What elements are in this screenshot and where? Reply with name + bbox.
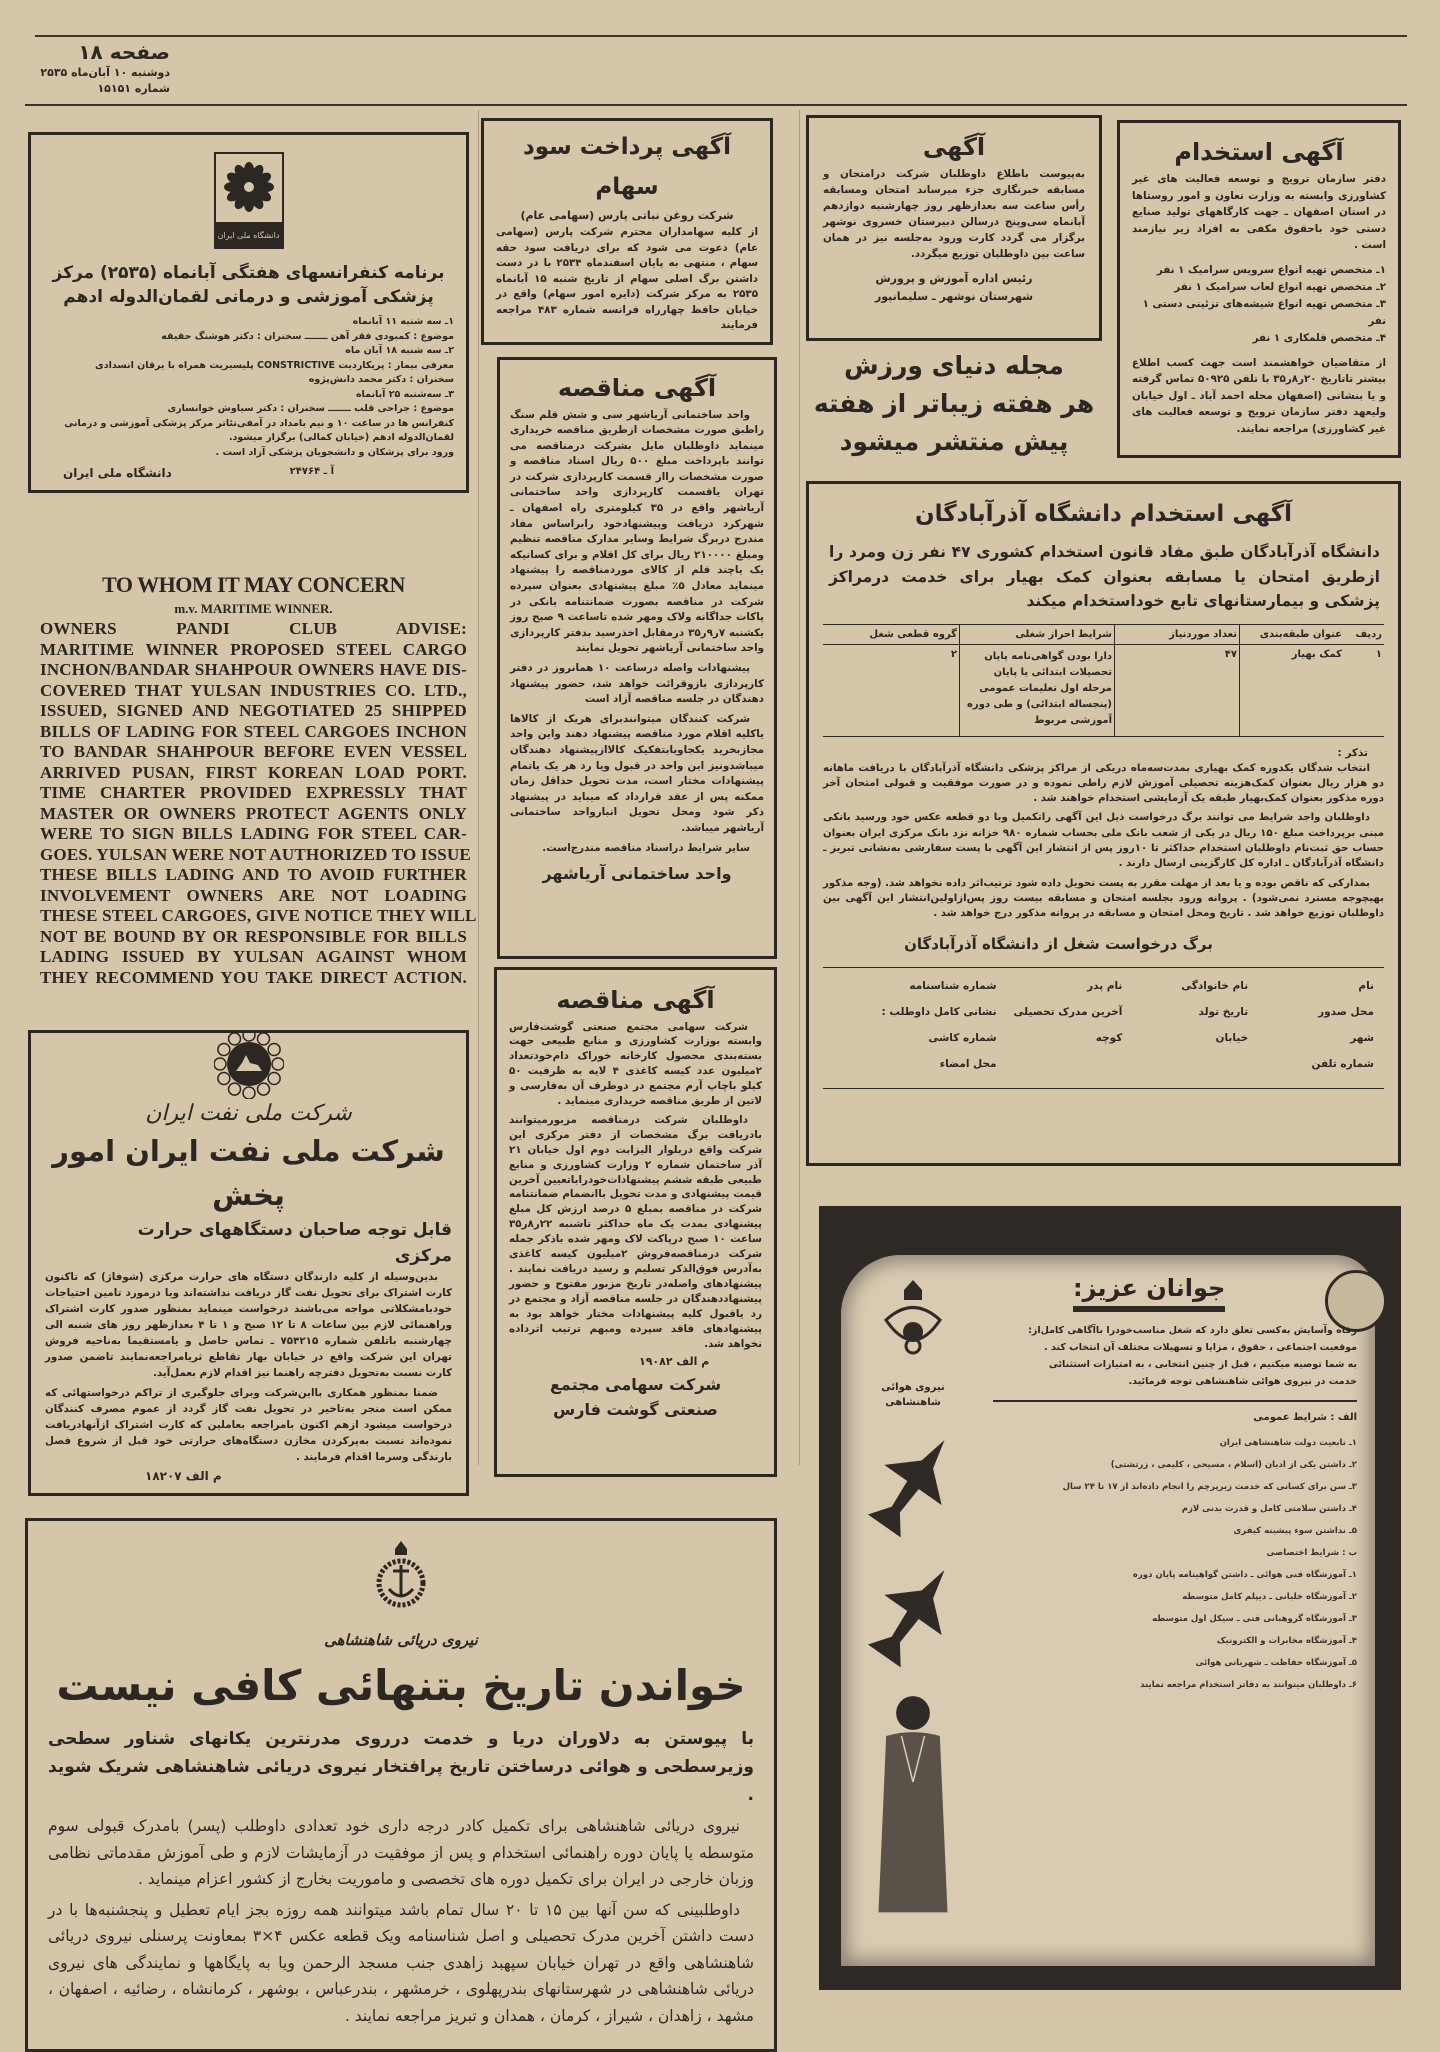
- azarabadegan-university-ad: [806, 481, 1401, 1166]
- employment-footer: از متقاضیان خواهشمند است جهت کسب اطلاع بیشتر تاتاریخ ۲۰ر۸ر۳۵ با تلفن ۵۰۹۲۵ تماس گرفته و یا بنشانی (اصفهان محله احمد آباد ـ اول خیابان ولیعهد دفتر سازمان ترویج و توسعه فعالیت های غیر کشاورزی) مراجعه نمایند.: [1132, 356, 1386, 435]
- text-line: THESE BILLS LADING AND TO AVOID FURTHER: [40, 865, 467, 884]
- pilot-figure-icon: [863, 1690, 963, 1920]
- ring-bead: [257, 1083, 269, 1095]
- column-1: [25, 118, 477, 1496]
- column-divider: [799, 110, 800, 1465]
- form-field-label: شماره تلفن: [1311, 1058, 1374, 1071]
- conference-signature: دانشگاه ملی ایران: [63, 466, 172, 480]
- text-line: ۳ـ سه‌شنبه ۲۵ آبانماه: [355, 388, 454, 400]
- text-line: موقعیت اجتماعی ، حقوق ، مزایا و تسهیلات مختلف آن انتخاب کند .: [1044, 1342, 1357, 1353]
- form-field-label: نام خانوادگی: [1181, 980, 1249, 993]
- text-line: LADING ISSUED BY YULSAN AGAINST WHOM: [40, 947, 467, 966]
- form-field-label: شماره کاشی: [928, 1032, 997, 1045]
- table-header-row: [823, 624, 1384, 644]
- col-count: تعداد موردنیاز: [1115, 624, 1240, 644]
- conference-code: آ ـ ۲۴۷۶۴: [289, 466, 334, 477]
- text-line: ورود برای پزشکان و دانشجویان پزشکی آزاد است .: [215, 446, 454, 458]
- text-line: ۱ـ متخصص تهیه انواع سرویس سرامیک ۱ نفر: [1156, 263, 1386, 276]
- col-requirements: شرایط احراز شغلی: [960, 624, 1115, 644]
- ring-bead: [217, 1044, 229, 1056]
- text-line: MASTER OR OWNERS PROTECT AGENTS ONLY: [40, 803, 467, 823]
- text-line: ۲ـ متخصص تهیه انواع لعاب سرامیک ۱ نفر: [1174, 280, 1386, 293]
- text-line: ۲ـ آموزشگاه خلبانی ـ دیپلم کامل متوسطه: [1182, 1592, 1357, 1602]
- left-region: [25, 118, 777, 2052]
- issue-number: شماره ۱۵۱۵۱: [97, 82, 170, 95]
- dividend-company: شرکت روغن نباتی پارس (سهامی عام): [520, 209, 734, 222]
- jet-icon: [853, 1550, 973, 1680]
- table-row: [823, 644, 1384, 736]
- column-4: [1117, 115, 1401, 458]
- page-number: صفحه ۱۸: [78, 40, 170, 64]
- text-line: ۲ـ داشتن یکی از ادیان (اسلام ، مسیحی ، کلیمی ، زرتشتی): [1110, 1460, 1357, 1470]
- paragraph: شرکت سهامی مجتمع صنعتی گوشت‌فارس وابسته بوزارت کشاورزی و منابع طبیعی جهت بسته‌بندی محصول کارخانه خوراک دام‌خودتعداد ۲میلیون عدد کیسه کاغذی ۴ لایه به ظرفیت ۵۰ کیلو باچاپ آرم مجتمع در دوطرف آن به‌فارسی و لاتین از طریق مناقصه خریداری مینماید .: [509, 1020, 762, 1108]
- logo-caption: دانشگاه ملی ایران: [216, 222, 282, 249]
- tender-body: [509, 1020, 762, 1352]
- text-line: ۳ـ آموزشگاه گروهبانی فنی ـ سیکل اول متوسطه: [1152, 1614, 1357, 1624]
- magazine-promo: [806, 347, 1102, 461]
- col-row-number: ردیف: [1355, 628, 1382, 640]
- employment-intro: دفتر سازمان ترویج و توسعه فعالیت های غیر کشاورزی وابسته به وزارت تعاون و امور روستاها در استان اصفهان ـ جهت کارگاههای تولید صنایع دستی خود باحقوق مکفی به افراد زیر نیازمند است .: [1132, 173, 1386, 251]
- text-line: ۱ـ آموزشگاه فنی هوائی ـ داشتن گواهینامه پایان دوره: [1132, 1570, 1357, 1580]
- oil-title: شرکت ملی نفت ایران امور پخش: [52, 1134, 445, 1212]
- ring-bead: [243, 1033, 255, 1041]
- text-line: ۱ـ تابعیت دولت شاهنشاهی ایران: [1219, 1438, 1357, 1448]
- air-force-section: الف : شرایط عمومی: [993, 1400, 1357, 1426]
- text-line: ۴ـ داشتن سلامتی کامل و قدرت بدنی لازم: [1181, 1504, 1357, 1514]
- cell-group: ۲: [823, 644, 960, 736]
- navy-emblem-caption: نیروی دریائی شاهنشاهی: [324, 1631, 478, 1649]
- form-field-label: [1122, 1058, 1248, 1072]
- form-field-label: شهر: [1350, 1032, 1374, 1045]
- paragraph: سایر شرایط دراسناد مناقصه مندرج‌است.: [542, 841, 750, 854]
- conference-ad: [28, 132, 469, 493]
- jet-icon: [853, 1420, 973, 1550]
- text-line: THEY RECOMMEND YOU TAKE DIRECT ACTION.: [40, 967, 467, 987]
- text-line: ب : شرایط اختصاصی: [1266, 1548, 1357, 1558]
- text-line: WERE TO SIGN BILLS LADING FOR STEEL CAR-: [40, 824, 467, 843]
- text-line: موضوع : جراحی قلب ـــــــ سخنران : دکتر سیاوش خوانساری: [167, 403, 454, 414]
- tender-signature: واحد ساختمانی آریاشهر: [542, 864, 732, 884]
- text-line: کنفرانس ها در ساعت ۱۰ و نیم بامداد در آمفی‌تئاتر مرکز پزشکی آموزشی و درمانی لقمان‌الدوله ادهم (خیابان کمالی) برگزار میشود.: [64, 417, 454, 443]
- right-region: [806, 115, 1401, 1990]
- exam-notice-body: به‌پیوست باطلاع داوطلبان شرکت درامتحان و مسابقه خبرنگاری جزء میرساند امتحان ومسابقه رأس ساعت سه بعدازظهر روز چهارشنبه دوازدهم آبانماه سی‌وپنج درسالن دبیرستان خسروی نوشهر برگزار می گردد کارت ورود به‌جلسه نیز در همان ساعت بین داوطلبان توزیع میگردد.: [823, 168, 1085, 260]
- paragraph: انتخاب شدگان یکدوره کمک بهیاری بمدت‌سه‌ماه دریکی از مراکز پزشکی دانشگاه آذرآبادگان با دریافت ماهانه دو هزار ریال بعنوان کمک‌هزینه تحصیلی آموزش لازم راطی نموده و در صورت موفقیت و قبولی امتحان آخر دوره مذکور بعنوان کمک‌بهیار طبقه یک آزمایشی استخدام خواهند شد .: [823, 762, 1384, 805]
- form-field-label: شماره شناسنامه: [909, 980, 997, 993]
- form-field-label: نام: [1358, 980, 1374, 993]
- page-header: [30, 40, 170, 97]
- paragraph: ضمنا بمنظور همکاری بااین‌شرکت وبرای جلوگیری از تراکم درخواستهائی که ممکن است منجر به‌تاخیر در تحویل نفت گاز گردد از عموم مصرف کنندگان درخواست میشود ازهم اکنون بامراجعه بعاملین که کارت اشتراک ازآنهادریافت نموده‌اند نسبت به‌پرکردن مخازن دستگاه‌های حرارتی خود قبل از شروع فصل بارندگی وسرما اقدام فرمایند .: [45, 1387, 452, 1463]
- tender-body: [510, 408, 764, 857]
- application-form: [823, 967, 1384, 1089]
- text-line: TIME CHARTER PROVIDED EXPRESSLY THAT: [40, 783, 467, 802]
- text-line: ۱ـ سه شنبه ۱۱ آبانماه: [352, 316, 454, 327]
- air-force-emblem-icon: [882, 1280, 944, 1370]
- text-line: معرفی بیمار : پریکاردیت CONSTRICTIVE پلیسیریت همراه با یرقان انسدادی: [95, 359, 454, 371]
- air-force-left-art: [853, 1280, 973, 1920]
- header-rule: [25, 104, 1407, 106]
- text-line: ۲ـ سه شنبه ۱۸ آبان ماه: [345, 345, 454, 356]
- oil-subtitle: قابل توجه صاحبان دستگاههای حرارت مرکزی: [137, 1220, 452, 1266]
- paragraph: شرکت کنندگان میتوانندبرای هریک از کالاها یاکلیه اقلام مورد مناقصه پیشنهاد دهند واین واحد مجازبخرید یکجاویابتفکیک کالاازپیشنهاد دهندگان میباشدونیز این واحد در قبول ویا رد هر یک یاتمام پیشنهادات مختار است، مدت تحویل حداقل زمان ممکنه پس از عقد قرارداد که میباید در پیشنهاد ذکر شود ومحل تحویل انبارواحد ساختمانی آریاشهر میباشد.: [510, 712, 764, 834]
- maritime-notice: [28, 571, 477, 988]
- employment-ad-isfahan: [1117, 120, 1401, 458]
- issue-date: دوشنبه ۱۰ آبان‌ماه ۲۵۳۵: [40, 66, 170, 79]
- cell-classification: کمک بهیار: [1291, 648, 1342, 660]
- form-field-label: نام پدر: [1087, 980, 1123, 993]
- air-force-intro: [993, 1322, 1357, 1390]
- university-title: آگهی استخدام دانشگاه آذرآبادگان: [914, 501, 1293, 527]
- navy-emblem-icon: [375, 1539, 427, 1611]
- left-columns: [25, 118, 777, 1496]
- text-line: BILLS OF LADING FOR STEEL CARGOES INCHON: [40, 721, 467, 741]
- ring-bead: [243, 1087, 255, 1099]
- form-field-label: [997, 1058, 1123, 1072]
- dividend-body: از کلیه سهامداران محترم شرکت پارس (سهامی عام) دعوت می شود که برای دریافت سود حقه سهام ، منتهی به پایان اسفندماه ۲۵۳۴ با در دست داشتن برگ اصلی سهام از تاریخ شنبه ۱۵ آبانماه ۲۵۳۵ به مرکز شرکت (دایره امور سهام) واقع در خیابان حافظ چهارراه فرانسه شماره ۴۸۳ مراجعه فرمایند: [496, 226, 759, 331]
- ring-bead: [217, 1073, 229, 1085]
- text-line: سخنران : دکتر محمد دانش‌پژوه: [308, 374, 454, 385]
- text-line: ۴ـ متخصص قلمکاری ۱ نفر: [1252, 331, 1386, 344]
- ring-bead: [272, 1058, 284, 1070]
- oil-code: م الف ۱۸۲۰۷: [145, 1469, 222, 1483]
- cell-count: ۴۷: [1115, 644, 1240, 736]
- form-field-label: خیابان: [1215, 1032, 1249, 1045]
- paragraph: پیشنهادات واصله درساعت ۱۰ همانروز در دفتر کارپردازی بازوقرائت خواهد شد، حضور پیشنهاد دهندگان در جلسه مناقصه آزاد است: [510, 662, 764, 706]
- text-line: رفاه وآسایش به‌کسی تعلق دارد که شغل مناسب‌خودرا باآگاهی کامل‌از:: [1028, 1325, 1357, 1336]
- text-line: خدمت در نیروی هوائی شاهنشاهی توجه فرمائید.: [1128, 1376, 1357, 1387]
- column-2: [481, 118, 777, 1477]
- text-line: پیش منتشر میشود: [839, 427, 1069, 456]
- tender-code: م الف ۱۹۰۸۲: [639, 1355, 710, 1369]
- text-line: ۴ـ آموزشگاه مخابرات و الکترونیک: [1216, 1636, 1357, 1646]
- ring-bead: [228, 1033, 240, 1045]
- text-line: ۶ـ داوطلبان میتوانند به دفاتر استخدام مراجعه نمایند: [1140, 1680, 1357, 1690]
- tender-title: آگهی مناقصه: [556, 985, 715, 1014]
- notice-title: TO WHOM IT MAY CONCERN: [102, 572, 405, 597]
- text-line: ۳ـ سن برای کسانی که خدمت زیرپرچم را انجام داده‌اند از ۱۷ تا ۲۴ سال: [1062, 1482, 1357, 1492]
- navy-headline: خواندن تاریخ بتنهائی کافی نیست: [56, 1661, 746, 1710]
- text-line: ۵ـ آموزشگاه حفاظت ـ شهربانی هوائی: [1195, 1658, 1357, 1668]
- positions-table: [823, 624, 1384, 737]
- application-form-fields: [823, 968, 1384, 1082]
- tender-title: آگهی مناقصه: [557, 373, 717, 402]
- navy-lead: با پیوستن به دلاوران دریا و خدمت درروی مدرنترین یکانهای شناور سطحی وزیرسطحی و هوائی درساختن تاریخ پرافتخار نیروی دریائی شاهنشاهی شریک شوید .: [48, 1729, 754, 1805]
- university-logo: [214, 152, 284, 249]
- form-field-label: آخرین مدرک تحصیلی: [1013, 1006, 1123, 1019]
- form-field-label: نشانی کامل داوطلب :: [881, 1006, 997, 1019]
- text-line: ۵ـ نداشتن سوء پیشینه کیفری: [1233, 1526, 1357, 1536]
- form-field-label: کوچه: [1095, 1032, 1123, 1045]
- ring-bead: [268, 1073, 280, 1085]
- oil-company-ad: [28, 1030, 469, 1496]
- cell-row-number: ۱: [1375, 648, 1382, 660]
- tender-ad-fars-meat: [494, 967, 777, 1477]
- cell-requirements: دارا بودن گواهی‌نامه پایان تحصیلات ابتدائی یا پایان مرحله اول تعلیمات عمومی (پنجساله ابتدائی) و طی دوره آموزشی مربوط: [960, 644, 1115, 736]
- right-columns: [806, 115, 1401, 461]
- paragraph: بدین‌وسیله از کلیه دارندگان دستگاه های حرارت مرکزی (شوفاژ) که تاکنون کارت اشتراک برای تحویل نفت گاز دریافت نداشته‌اند ویا درمورد تامین احتیاجات خودبامشکلاتی مواجه می‌باشند درخواست مینماید بمنظور صدور کارت اشتراک وراهنمائی لازم بین ساعات ۸ تا ۱۲ صبح و ۱ تا ۴ بعدازظهر روز های شنبه الی چهارشنبه باتلفن شماره ۷۵۴۲۱۵ ـ تماس حاصل و یامستقیما به‌ناحیه فروش تهران این شرکت واقع در خیابان بهار تقاطع ثریامراجعه‌نمایند تاضمن صدور کارت نسبت به‌تحویل دفترچه راهنما نیز اقدام لازم بعمل‌آید.: [45, 1271, 453, 1379]
- text-line: ۳ـ متخصص تهیه انواع شیشه‌های تزئینی دستی ۱ نفر: [1142, 297, 1386, 327]
- exam-notice-ad: [806, 115, 1102, 341]
- form-field-label: محل صدور: [1318, 1006, 1374, 1019]
- text-line: NOT BE BOUND BY OR RESPONSIBLE FOR BILLS: [40, 926, 467, 946]
- air-force-rules: [993, 1432, 1357, 1696]
- tender-ad-aryashahr: [497, 357, 777, 959]
- dividend-ad: [481, 118, 773, 345]
- text-line: به شما توصیه میکنیم ، قبل از چنین انتخابی ، به امتیازات استثنائی: [1048, 1359, 1357, 1370]
- text-line: ARRIVED PUSAN, FIRST KOREAN LOAD PORT.: [40, 762, 467, 782]
- employment-title: آگهی استخدام: [1174, 138, 1344, 166]
- col-classification: عنوان طبقه‌بندی: [1259, 628, 1342, 640]
- text-line: ISSUED, SIGNED AND NEGOTIATED 25 SHIPPED: [40, 701, 467, 720]
- text-line: OWNERS PANDI CLUB ADVISE:: [40, 619, 467, 638]
- oil-body: [45, 1269, 452, 1465]
- ring-bead: [214, 1058, 226, 1070]
- paragraph: داوطلبینی که سن آنها بین ۱۵ تا ۲۰ سال تمام باشد میتوانند همه روزه بجز ایام تعطیل و پنجشنبه‌ها با در دست داشتن آخرین مدرک تحصیلی و اصل شناسنامه ویک قطعه عکس ۴×۳ بمعاونت پرسنلی نیروی دریائی شاهنشاهی واقع در تهران خیابان سپهبد زاهدی جنب مسجد الرحمن ویا به پایگاهها و نمایندگی های نیروی دریائی شاهنشاهی در شهرستانهای بندرپهلوی ، خرمشهر ، بندرعباس ، بوشهر ، کرمانشاه ، رضائیه ، اصفهان ، مشهد ، زاهدان ، شیراز ، کرمان ، همدان و تبریز مراجعه نمایند .: [48, 1900, 754, 2025]
- text-line: INCHON/BANDAR SHAHPOUR OWNERS HAVE DIS-: [40, 660, 467, 679]
- paragraph: واحد ساختمانی آریاشهر سی و شش قلم سنگ راطبق صورت مشخصات ازطریق مناقصه خریداری مینماید داوطلبان مایل بشرکت درمناقصه می توانند باپرداخت مبلغ ۵۰۰ ریال اسناد مناقصه و صورت مشخصات رااز قسمت کارپردازی شرکت در تهران یاقسمت کارپردازی واحد ساختمانی آریاشهر واقع در ۳۵ کیلومتری راه اصفهان ـ شهرکرد دریافت وپیشنهادخود رابراساس مفاد مندرج دربرگ شرایط وسایر مدارک مناقصه تنظیم ومبلغ ۲۱۰۰۰۰ ریال برای کل اقلام و برای کسانیکه یک یاچند قلم از کالای موردمناقصه را پیشنهاد مینماید معادل ۵٪ مبلغ پیشنهادی بعنوان سپرده شرکت در مناقصه بصورت ضمانتنامه بانکی در پاکات جداگانه ولاک ومهر شده تاساعت ۹ صبح روز یکشنبه ۷ر۹ر۳۵ درمقابل اخذرسید بدفتر کارپردازی واحد ساختمانی آریاشهر تحویل نمایند: [510, 408, 764, 655]
- navy-body: [48, 1813, 754, 2029]
- text-line: مجله دنیای ورزش: [844, 351, 1064, 380]
- conference-footer: [43, 466, 454, 480]
- notice-subtitle: m.v. MARITIME WINNER.: [174, 601, 333, 616]
- text-line: هر هفته زیباتر از هفته: [813, 389, 1095, 418]
- conference-schedule: [43, 315, 454, 460]
- employment-positions: [1132, 262, 1386, 347]
- text-line: موضوع : کمبودی فقر آهن ـــــــ سخنران : دکتر هوشنگ حقیقه: [161, 330, 454, 342]
- paragraph: بمدارکی که ناقص بوده و یا بعد از مهلت مقرر به پست تحویل داده شود ترتیب‌اثر داده نخواهد شد. (وجه مذکور بهیچوجه مسترد نمی‌شود) . پروانه ورود بجلسه امتحان و مسابقه بیست روز پس‌ازاولین‌انتشار این آگهی بین داوطلبان توزیع خواهد شد . تاریخ ومحل امتحان و مسابقه در پروانه مذکور درج خواهد شد .: [823, 877, 1384, 920]
- ring-bead: [228, 1083, 240, 1095]
- flower-logo-icon: [216, 154, 282, 218]
- exam-notice-signature-1: رئیس اداره آموزش و پرورش: [875, 272, 1033, 285]
- navy-ad: [25, 1518, 777, 2052]
- text-line: MARITIME WINNER PROPOSED STEEL CARGO: [40, 639, 467, 659]
- ring-bead: [257, 1033, 269, 1045]
- conference-title: برنامه کنفرانسهای هفتگی آبانماه (۲۵۳۵) مرکز پزشکی آموزشی و درمانی لقمان‌الدوله ادهم: [52, 263, 445, 307]
- top-rule: [35, 35, 1407, 37]
- university-lead: دانشگاه آذرآبادگان طبق مفاد قانون استخدام کشوری ۴۷ نفر زن ومرد را ازطریق امتحان یا مسابقه بعنوان کمک بهیار برای خدمت درمراکز پزشکی و بیمارستانهای تابع خوداستخدام میکند: [829, 543, 1380, 610]
- ring-bead: [268, 1044, 280, 1056]
- tender-signature: شرکت سهامی مجتمع صنعتی گوشت فارس: [549, 1375, 722, 1420]
- oil-logo-script: شرکت ملی نفت ایران: [145, 1101, 352, 1126]
- university-notes: [823, 761, 1384, 922]
- column-3: [806, 115, 1102, 461]
- notice-body: [40, 619, 477, 988]
- text-line: COVERED THAT YULSAN INDUSTRIES CO. LTD.,: [40, 680, 467, 700]
- paragraph: داوطلبان واجد شرایط می توانند برگ درخواست ذیل این آگهی راتکمیل وبا دو قطعه عکس خود ورسید بانکی مبنی برپرداخت مبلغ ۱۵۰ ریال در یکی از شعب بانک ملی بحساب شماره ۹۸۰ خزانه نزد بانک مرکزی ایران بعنوان حساب حق ثبت‌نام داوطلبان استخدام حداکثر تا ۱۰روز پس از انتشار این آگهی با پست سفارشی به‌نشانی تبریز ـ دانشگاه آذرآبادگان ـ اداره کل کارگزینی ارسال دارند .: [823, 812, 1385, 870]
- air-force-ad: [819, 1206, 1401, 1990]
- oil-company-emblem-icon: [214, 1033, 284, 1099]
- form-field-label: تاریخ تولد: [1198, 1006, 1249, 1019]
- form-title: برگ درخواست شغل از دانشگاه آذرآبادگان: [904, 935, 1213, 954]
- paragraph: نیروی دریائی شاهنشاهی برای تکمیل کادر درجه داری خود تعدادی داوطلب (پسر) بامدرک قبولی سوم متوسطه یا پایان دوره راهنمائی استخدام و پس از موفقیت در آزمایشات لازم و طی آموزش مقدماتی نظامی وزبان خارجی در ایران برای تکمیل دوره های تخصصی و ماموریت بخارج از کشور اعزام مینماید .: [48, 1817, 754, 1888]
- paragraph: داوطلبان شرکت درمناقصه مزبورمیتوانند بادریافت برگ مشخصات از دفتر مرکزی این شرکت واقع دربلوار الیزابت دوم اول خیابان ۲۱ آذر ساختمان شماره ۲ وزارت کشاورزی و منابع طبیعی طبقه ششم پیشنهادات‌خودراباتعیین آخرین قیمت پیشنهادی و مدت تحویل باانضمام ضمانتنامه شرکت در مناقصه بمبلغ ۵ درصد ارزش کل مبلغ پیشنهادی بمدت یک ماه حداکثر تاشنبه ۲۲ر۸ر۳۵ ساعت ۱۰ صبح درپاکت لاک ومهر شده باذکر جمله شرکت درمناقصه‌فروش ۲میلیون کیسه کاغذی به‌آدرس فوق‌الذکر تسلیم و رسید دریافت نمایند . پیشنهادهای واصله‌در تاریخ مزبور مفتوح و حضور پیشنهاددهندگان در جلسه مناقصه آزاد و مجتمع در رد یاقبول کلیه پیشنهادات مختار خواهد بود به پیشنهادهای فاقد سپرده ومبهم ترتیب اثرداده نخواهد شد.: [509, 1113, 762, 1350]
- text-line: TO BANDAR SHAHPOUR BEFORE EVEN VESSEL: [40, 742, 467, 761]
- dividend-title: آگهی پرداخت سود سهام: [522, 134, 732, 200]
- text-line: INVOLVEMENT OWNERS ARE NOT LOADING: [40, 885, 467, 905]
- col-group: گروه قطعی شغل: [823, 624, 960, 644]
- exam-notice-title: آگهی: [922, 133, 986, 161]
- air-force-emblem-caption: نیروی هوائی شاهنشاهی: [881, 1382, 945, 1408]
- note-label: تذکر :: [1337, 746, 1368, 759]
- exam-notice-signature-2: شهرستان نوشهر ـ سلیمانپور: [874, 290, 1034, 303]
- air-force-text: [993, 1270, 1357, 1696]
- text-line: GOES. YULSAN WERE NOT AUTHORIZED TO ISSUE: [40, 844, 471, 864]
- text-line: THESE STEEL CARGOES, GIVE NOTICE THEY WILL: [40, 906, 477, 925]
- form-field-label: محل امضاء: [939, 1058, 997, 1071]
- air-force-title: جوانان عزیز:: [1073, 1270, 1225, 1312]
